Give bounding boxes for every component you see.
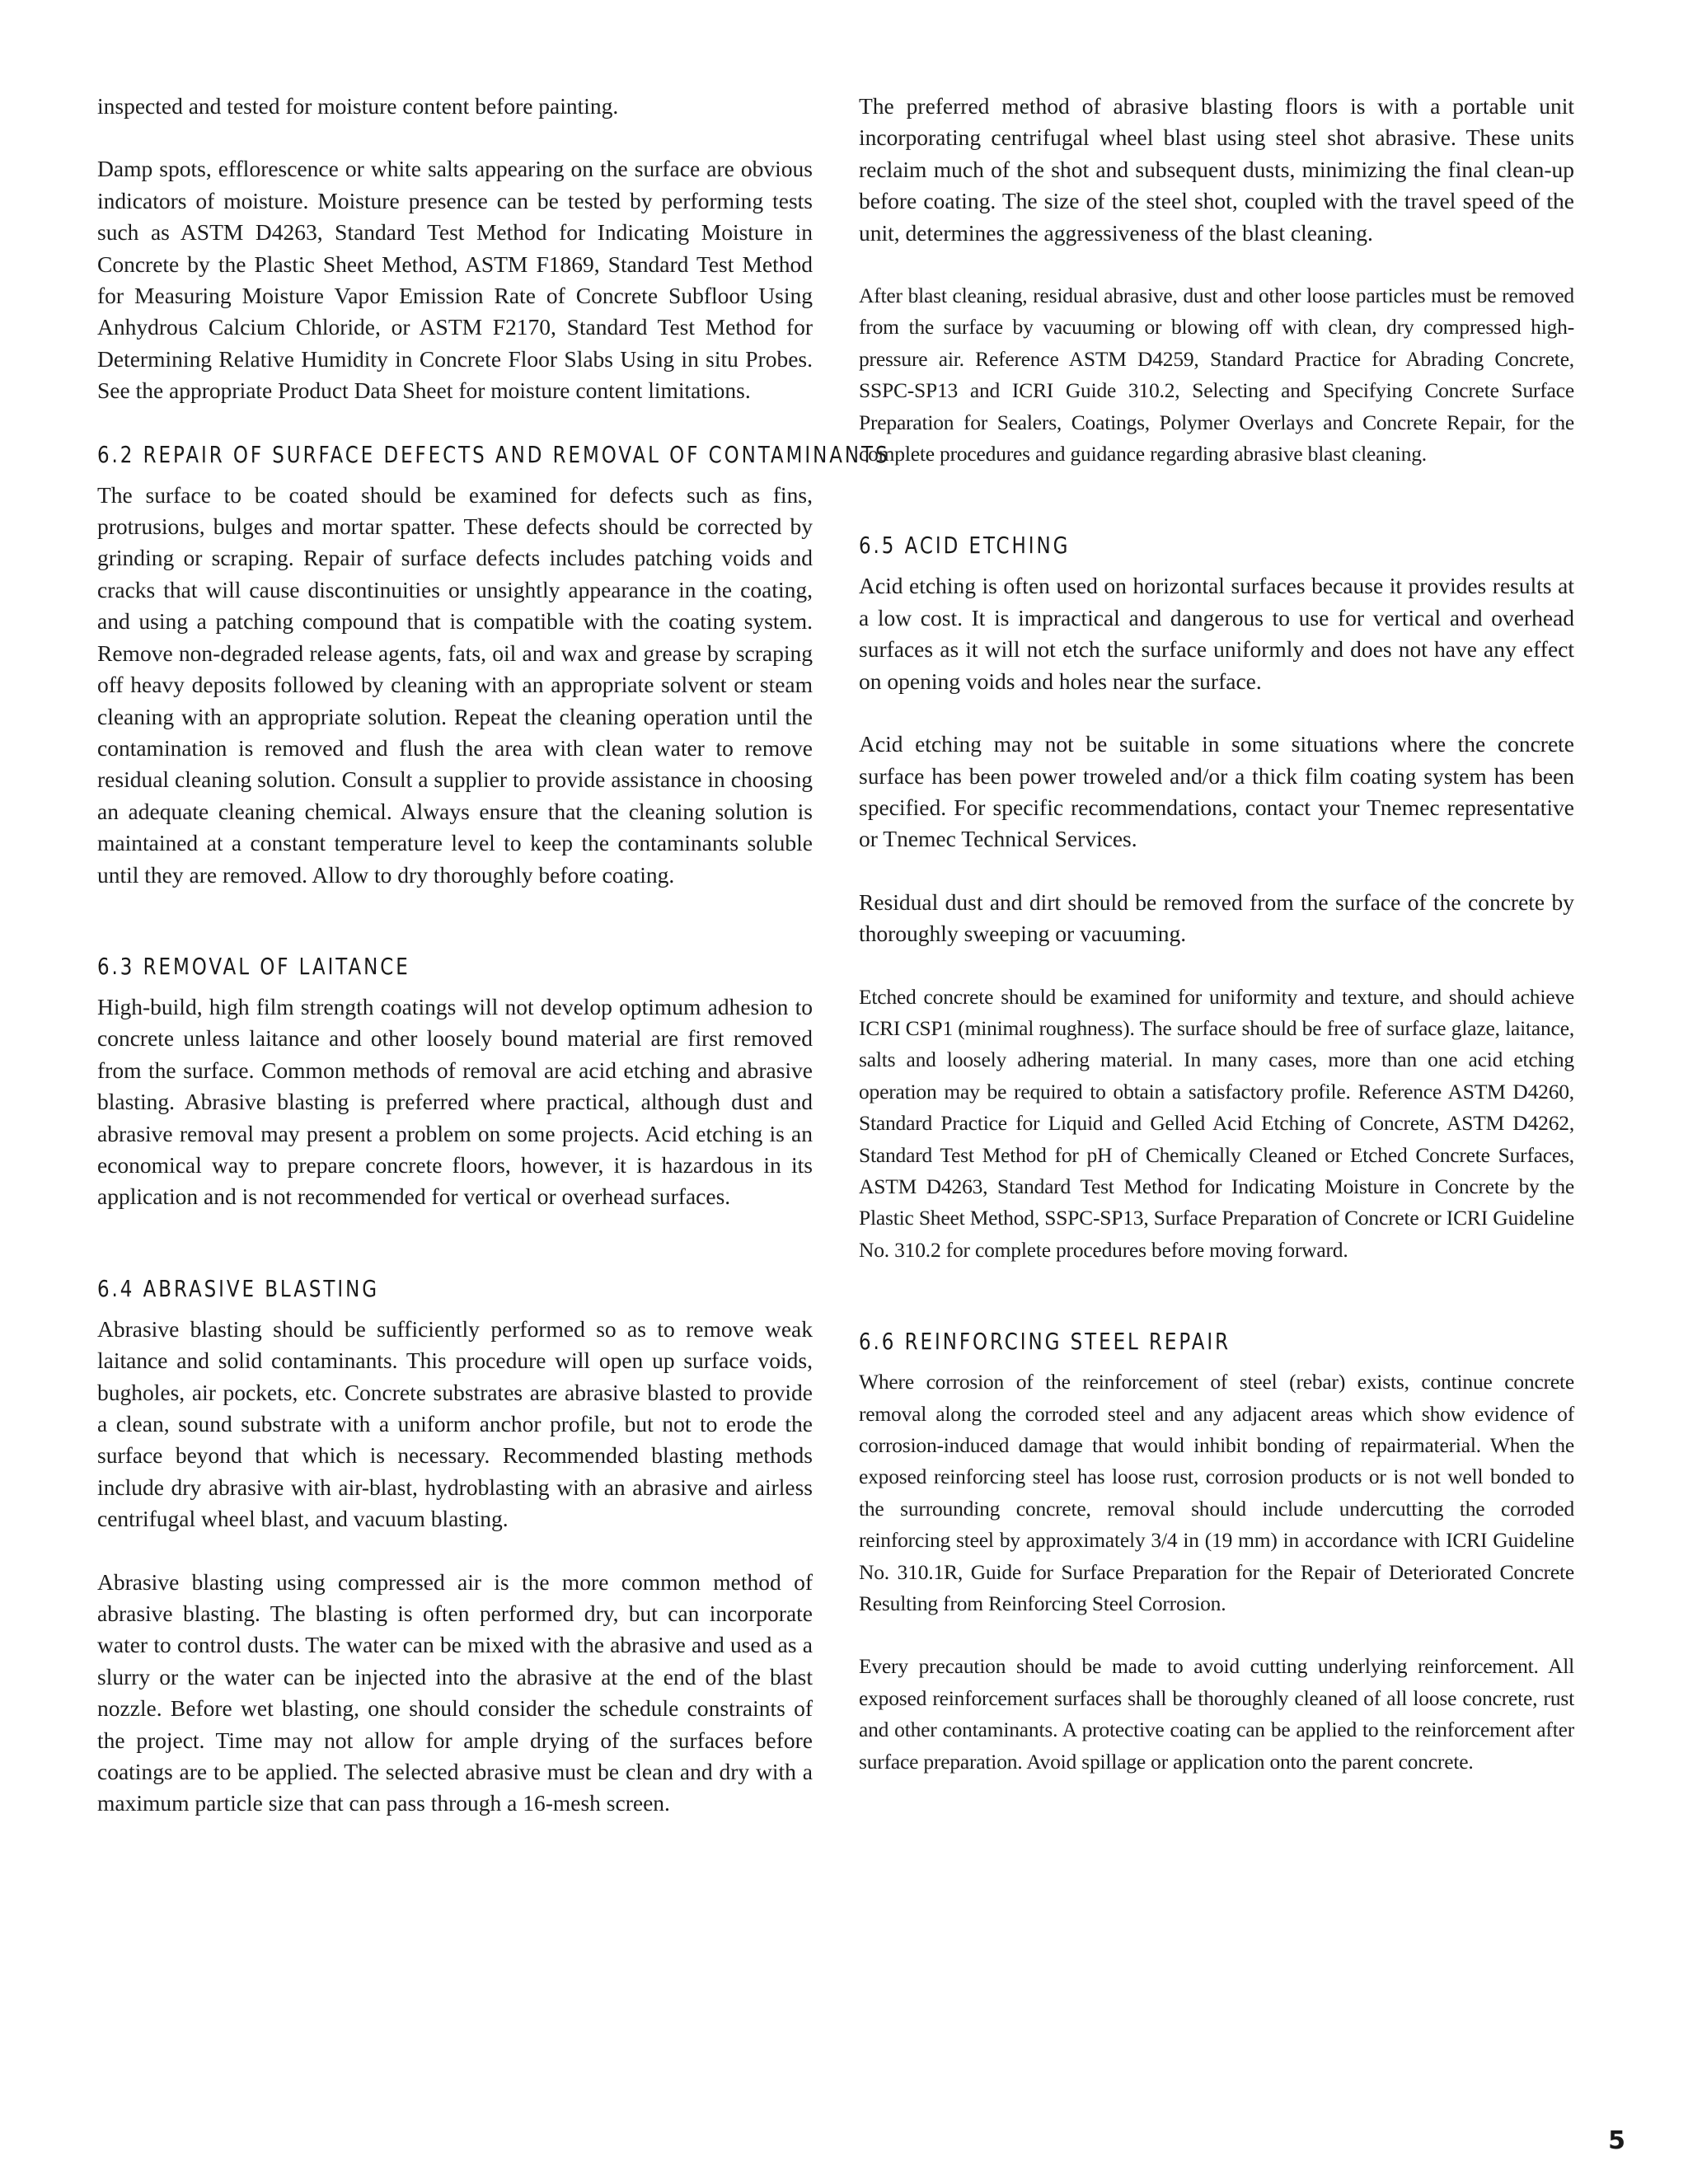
reinforcing-steel-paragraph-2: Every precaution should be made to avoid cutting underlying reinforcement. All exposed reinforcement surfaces shall be thoroughly cleaned of all loose concrete, rust and other contaminants. A protective coating can be applied to the reinforcement after surface preparation. Avoid spillage or application onto the parent concrete. (859, 1654, 1574, 1774)
after-blast-paragraph: After blast cleaning, residual abrasive, dust and other loose particles must be removed from the surface by vacuuming or blowing off with clean, dry compressed high-pressure air. Reference ASTM D4259, Standard Practice for Abrading Concrete, SSPC-SP13 and ICRI Guide 310.2, Selecting and Specifying Concrete Surface Preparation for Sealers, Coatings, Polymer Overlays and Concrete Repair, for the complete procedures and guidance regarding abrasive blast cleaning. (859, 284, 1574, 466)
section-heading-6-3: 6.3 REMOVAL OF LAITANCE (97, 952, 410, 980)
acid-etching-paragraph-4: Etched concrete should be examined for uniformity and texture, and should achieve ICRI CSP1 (minimal roughness). The surface should be free of surface glaze, laitance, salts and loosely adhering material. In many cases, more than one acid etching operation may be required to obtain a satisfactory profile. Reference ASTM D4260, Standard Practice for Liquid and Gelled Acid Etching of Concrete, ASTM D4262, Standard Test Method for pH of Chemically Cleaned or Etched Concrete Surfaces, ASTM D4263, Standard Test Method for Indicating Moisture in Concrete by the Plastic Sheet Method, SSPC-SP13, Surface Preparation of Concrete or ICRI Guideline No. 310.2 for complete procedures before moving forward. (859, 984, 1574, 1262)
acid-etching-paragraph-3: Residual dust and dirt should be removed from the surface of the concrete by thoroughly sweeping or vacuuming. (859, 888, 1574, 947)
moisture-intro-paragraph: inspected and tested for moisture content before painting. (97, 93, 619, 119)
left-column (97, 91, 890, 1851)
damp-spots-paragraph: Damp spots, efflorescence or white salts appearing on the surface are obvious indicators of moisture. Moisture presence can be tested by performing tests such as ASTM D4263, Standard Test Method for Indicating Moisture in Concrete by the Plastic Sheet Method, ASTM F1869, Standard Test Method for Measuring Moisture Vapor Emission Rate of Concrete Subfloor Using Anhydrous Calcium Chloride, or ASTM F2170, Standard Test Method for Determining Relative Humidity in Concrete Floor Slabs Using in situ Probes. See the appropriate Product Data Sheet for moisture content limitations. (97, 156, 813, 404)
abrasive-blasting-paragraph-1: Abrasive blasting should be sufficiently performed so as to remove weak laitance and solid contaminants. This procedure will open up surface voids, bugholes, air pockets, etc. Concrete substrates are abrasive blasted to provide a clean, sound substrate with a uniform anchor profile, but not to erode the surface beyond that which is necessary. Recommended blasting methods include dry abrasive with air-blast, hydroblasting with an abrasive and airless centrifugal wheel blast, and vacuum blasting. (97, 1315, 813, 1532)
section-heading-6-2: 6.2 REPAIR OF SURFACE DEFECTS AND REMOVAL OF CONTAMINANTS (97, 440, 890, 468)
right-column (859, 91, 1574, 1809)
section-heading-6-4: 6.4 ABRASIVE BLASTING (97, 1274, 379, 1302)
surface-defects-paragraph: The surface to be coated should be examined for defects such as fins, protrusions, bulges and mortar spatter. These defects should be corrected by grinding or scraping. Repair of surface defects includes patching voids and cracks that will cause discontinuities or unsightly appearance in the coating, and using a patching compound that is compatible with the coating system. Remove non-degraded release agents, fats, oil and wax and grease by scraping off heavy deposits followed by cleaning with an appropriate solvent or steam cleaning with an appropriate solution. Repeat the cleaning operation until the contamination is removed and flush the area with clean water to remove residual cleaning solution. Consult a supplier to provide assistance in choosing an adequate cleaning chemical. Always ensure that the cleaning solution is maintained at a constant temperature level to keep the contaminants soluble until they are removed. Allow to dry thoroughly before coating. (97, 481, 813, 888)
abrasive-blasting-paragraph-2: Abrasive blasting using compressed air is the more common method of abrasive blasting. The blasting is often performed dry, but can incorporate water to control dusts. The water can be mixed with the abrasive and used as a slurry or the water can be injected into the abrasive at the end of the blast nozzle. Before wet blasting, one should consider the schedule constraints of the project. Time may not allow for ample drying of the surfaces before coatings are to be applied. The selected abrasive must be clean and dry with a maximum particle size that can pass through a 16-mesh screen. (97, 1568, 813, 1816)
acid-etching-paragraph-2: Acid etching may not be suitable in some situations where the concrete surface has been power troweled and/or a thick film coating system has been specified. For specific recommendations, contact your Tnemec representative or Tnemec Technical Services. (859, 731, 1574, 852)
section-heading-6-6: 6.6 REINFORCING STEEL REPAIR (859, 1328, 1231, 1356)
laitance-paragraph: High-build, high film strength coatings will not develop optimum adhesion to concrete unless laitance and other loosely bound material are first removed from the surface. Common methods of removal are acid etching and abrasive blasting. Abrasive blasting is preferred where practical, although dust and abrasive removal may present a problem on some projects. Acid etching is an economical way to prepare concrete floors, however, it is hazardous in its application and is not recommended for vertical or overhead surfaces. (97, 993, 813, 1210)
page-number: 5 (1608, 2126, 1625, 2155)
centrifugal-blast-paragraph: The preferred method of abrasive blasting floors is with a portable unit incorporating centrifugal wheel blast using steel shot abrasive. These units reclaim much of the shot and subsequent dusts, minimizing the final clean-up before coating. The size of the steel shot, coupled with the travel speed of the unit, determines the aggressiveness of the blast cleaning. (859, 93, 1574, 246)
acid-etching-paragraph-1: Acid etching is often used on horizontal surfaces because it provides results at a low cost. It is impractical and dangerous to use for vertical and overhead surfaces as it will not etch the surface uniformly and does not have any effect on opening voids and holes near the surface. (859, 573, 1574, 694)
section-heading-6-5: 6.5 ACID ETCHING (859, 532, 1071, 560)
reinforcing-steel-paragraph-1: Where corrosion of the reinforcement of steel (rebar) exists, continue concrete removal along the corroded steel and any adjacent areas which show evidence of corrosion-induced damage that would inhibit bonding of repairmaterial. When the exposed reinforcing steel has loose rust, corrosion products or is not well bonded to the surrounding concrete, removal should include undercutting the corroded reinforcing steel by approximately 3/4 in (19 mm) in accordance with ICRI Guideline No. 310.1R, Guide for Surface Preparation for the Repair of Deteriorated Concrete Resulting from Reinforcing Steel Corrosion. (859, 1370, 1574, 1616)
